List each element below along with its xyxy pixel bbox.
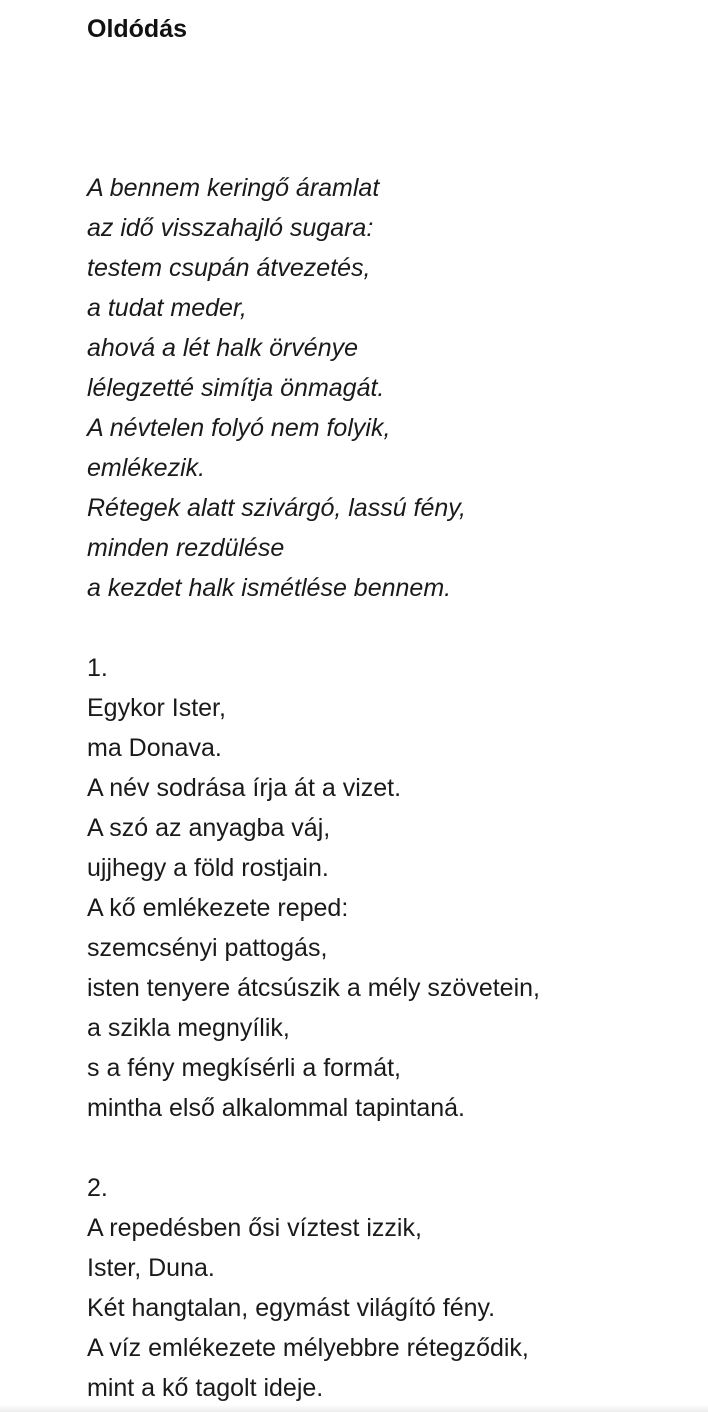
bottom-fade [0,1404,708,1412]
poem-line: s a fény megkísérli a formát, [87,1054,402,1082]
poem-line: ahová a lét halk örvénye [87,334,359,362]
poem-line: minden rezdülése [87,534,285,562]
section-number: 1. [87,654,108,682]
poem-line: A repedésben ősi víztest izzik, [87,1214,422,1242]
poem-line: lélegzetté simítja önmagát. [87,374,385,402]
poem-line: A kő emlékezete reped: [87,894,349,922]
section-2-stanza [87,1168,687,1408]
poem-line: Egykor Ister, [87,694,226,722]
poem-line: a kezdet halk ismétlése bennem. [87,574,452,602]
poem-line: ujjhegy a föld rostjain. [87,854,329,882]
poem-line: ma Donava. [87,734,222,762]
poem-line: A bennem keringő áramlat [87,174,380,202]
poem-line: A szó az anyagba váj, [87,814,331,842]
section-number: 2. [87,1174,108,1202]
poem-line: isten tenyere átcsúszik a mély szövetein, [87,974,540,1002]
section-1-stanza [87,648,687,1128]
poem-line: mintha első alkalommal tapintaná. [87,1094,465,1122]
poem-line: Két hangtalan, egymást világító fény. [87,1294,496,1322]
poem-line: szemcsényi pattogás, [87,934,328,962]
poem-line: emlékezik. [87,454,206,482]
poem-line: A víz emlékezete mélyebbre rétegződik, [87,1334,529,1362]
poem-line: A névtelen folyó nem folyik, [87,414,391,442]
poem-line: a tudat meder, [87,294,247,322]
prologue-stanza [87,168,687,608]
poem-title: Oldódás [87,15,188,43]
poem-line: a szikla megnyílik, [87,1014,290,1042]
poem-line: az idő visszahajló sugara: [87,214,374,242]
poem-line: mint a kő tagolt ideje. [87,1374,324,1402]
poem-line: testem csupán átvezetés, [87,254,371,282]
poem-line: A név sodrása írja át a vizet. [87,774,402,802]
poem-line: Rétegek alatt szivárgó, lassú fény, [87,494,466,522]
poem-line: Ister, Duna. [87,1254,215,1282]
